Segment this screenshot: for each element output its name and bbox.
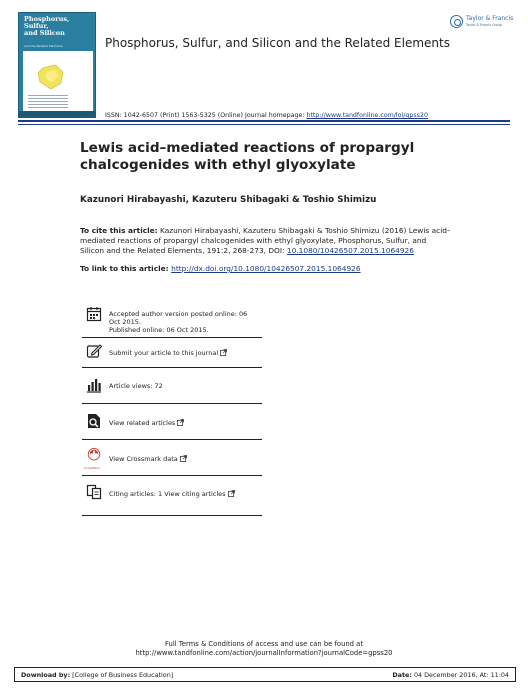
published-date: Published online: 06 Oct 2015. [109, 326, 209, 334]
edit-icon [86, 343, 102, 359]
submit-article-row[interactable] [82, 338, 262, 368]
taylor-francis-logo[interactable] [450, 14, 512, 32]
header-rule [18, 120, 510, 122]
external-link-icon [228, 490, 235, 497]
issn-text: ISSN: 1042-6507 (Print) 1563-5325 (Online) Journal homepage: [105, 112, 307, 119]
external-link-icon [180, 455, 187, 462]
citation-doi-link[interactable]: 10.1080/10426507.2015.1064926 [286, 246, 414, 255]
citing-articles-link[interactable] [109, 490, 259, 498]
cover-subtitle: and the Related Elements [24, 44, 63, 48]
bar-chart-icon [86, 377, 102, 393]
crossmark-row[interactable] [82, 440, 262, 476]
issn-line [105, 112, 428, 119]
article-authors: Kazunori Hirabayashi, Kazuteru Shibagaki & Toshio Shimizu [80, 195, 377, 205]
download-label: Download by: [21, 671, 71, 679]
citation-label: To cite this article: [80, 226, 158, 235]
article-title [80, 140, 440, 174]
cover-image-area [23, 51, 93, 113]
cover-title-line: Sulfur, [24, 22, 49, 30]
article-link-line [80, 264, 361, 273]
crossmark-link[interactable] [109, 455, 259, 463]
terms-url[interactable]: http://www.tandfonline.com/action/journalInformation?journalCode=gpss20 [135, 649, 393, 657]
related-articles-link[interactable] [109, 419, 259, 427]
terms-line: Full Terms & Conditions of access and use can be found at [165, 640, 363, 648]
crossmark-label: View Crossmark data [109, 455, 178, 463]
citation-text: Kazunori Hirabayashi, Kazuteru Shibagaki & Toshio Shimizu (2016) Lewis acid–mediated reactions of propargyl chalcogenides with ethyl glyoxylate, Phosphorus, Sulfur, and Silicon and the Related Elements, 191:2, 268-273, DOI: [80, 226, 451, 255]
download-info-bar [14, 667, 516, 682]
crossmark-icon-label: CrossMark [84, 466, 100, 470]
crystal-image [37, 64, 65, 90]
article-views-row [82, 368, 262, 404]
external-link-icon [220, 349, 227, 356]
journal-cover[interactable] [18, 12, 96, 118]
download-institution: [College of Business Education] [70, 671, 174, 679]
journal-header [18, 12, 512, 122]
publisher-logo-icon [450, 15, 463, 28]
article-title-line: chalcogenides with ethyl glyoxylate [80, 157, 356, 173]
publisher-name: Taylor & Francis [466, 15, 514, 22]
cover-text-lines [28, 95, 68, 110]
date-value: 04 December 2016, At: 11:04 [411, 671, 509, 679]
external-link-icon [177, 419, 184, 426]
article-title-line: Lewis acid–mediated reactions of propargyl [80, 140, 415, 156]
article-views-text: Article views: 72 [109, 382, 163, 390]
journal-homepage-link[interactable]: http://www.tandfonline.com/loi/gpss20 [306, 112, 428, 119]
citing-articles-row[interactable] [82, 476, 262, 516]
cover-title [24, 16, 94, 37]
crossmark-icon [86, 448, 102, 464]
publication-dates-row [82, 300, 262, 338]
cover-title-line: Phosphorus, [24, 15, 70, 23]
download-by [21, 671, 173, 679]
calendar-icon [86, 306, 102, 322]
related-articles-label: View related articles [109, 419, 176, 427]
submit-article-label: Submit your article to this journal [109, 349, 219, 357]
submit-article-link[interactable] [109, 349, 259, 357]
cover-title-line: and Silicon [24, 29, 65, 37]
header-rule-thin [18, 124, 510, 125]
related-articles-row[interactable] [82, 404, 262, 440]
journal-title: Phosphorus, Sulfur, and Silicon and the Related Elements [105, 36, 450, 50]
publication-dates-text [109, 310, 259, 334]
citing-articles-label: Citing articles: 1 View citing articles [109, 490, 226, 498]
date-label: Date: [392, 671, 412, 679]
citation-block [80, 226, 452, 256]
article-link-label: To link to this article: [80, 264, 172, 273]
document-search-icon [86, 413, 102, 429]
cover-footer-band [19, 111, 95, 117]
accepted-date: Accepted author version posted online: 06 Oct 2015. [109, 310, 248, 326]
article-doi-link[interactable]: http://dx.doi.org/10.1080/10426507.2015.1064926 [171, 264, 361, 273]
download-date [392, 671, 509, 679]
publisher-tagline: Taylor & Francis Group [466, 23, 502, 27]
terms-notice [0, 640, 528, 658]
copy-documents-icon [86, 484, 102, 500]
